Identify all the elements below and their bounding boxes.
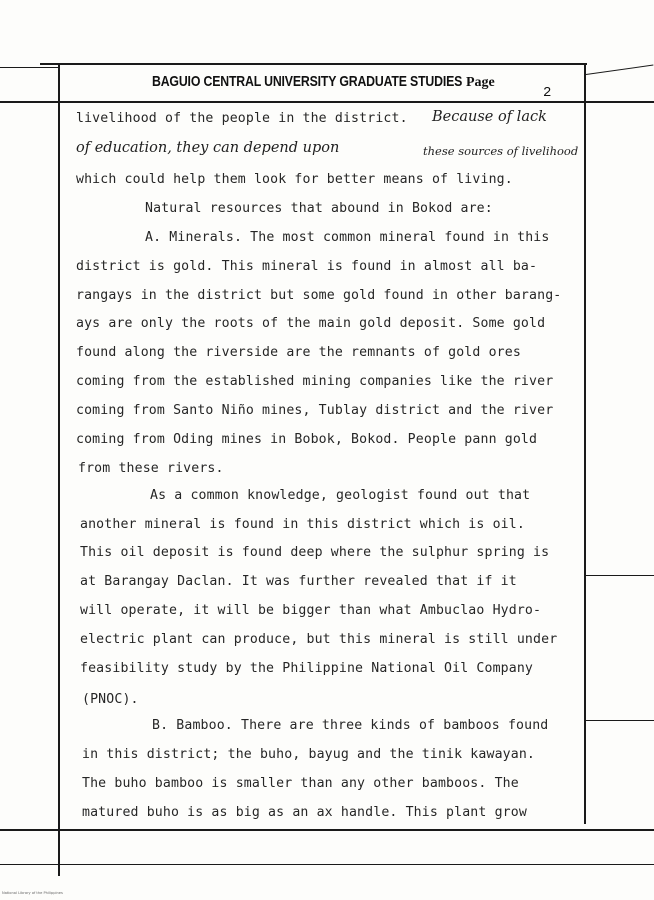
right-tick-mid: [586, 575, 654, 576]
text-line: from these rivers.: [78, 461, 224, 476]
text-line: feasibility study by the Philippine National Oil Company: [80, 661, 534, 676]
left-tick-top: [0, 67, 60, 68]
page-header-title: BAGUIO CENTRAL UNIVERSITY GRADUATE STUDIES: [152, 73, 463, 90]
bottom-rule-2: [0, 864, 654, 865]
text-line: electric plant can produce, but this mineral is still under: [80, 632, 558, 647]
text-line: livelihood of the people in the district.: [76, 111, 408, 126]
right-tick-top: [586, 65, 653, 75]
text-line: A. Minerals. The most common mineral found in this: [145, 230, 550, 245]
text-line: coming from Oding mines in Bobok, Bokod. People pann gold: [76, 432, 538, 447]
handwritten-note: Because of lack: [432, 109, 547, 125]
text-line: district is gold. This mineral is found in almost all ba-: [76, 259, 538, 274]
left-margin-rule: [58, 64, 60, 876]
text-line: (PNOC).: [82, 692, 139, 707]
text-line: matured buho is as big as an ax handle. This plant grow: [82, 805, 527, 820]
header-underline: [0, 101, 654, 103]
text-line: coming from Santo Niño mines, Tublay district and the river: [76, 403, 554, 418]
handwritten-note: of education, they can depend upon: [76, 140, 340, 156]
page-number: 2: [543, 85, 552, 101]
text-line: in this district; the buho, bayug and the tinik kawayan.: [82, 747, 536, 762]
text-line: ays are only the roots of the main gold deposit. Some gold: [76, 316, 546, 331]
text-line: at Barangay Daclan. It was further revealed that if it: [80, 574, 517, 589]
page-label: Page: [466, 75, 495, 90]
right-tick-lower: [586, 720, 654, 721]
text-line: As a common knowledge, geologist found out that: [150, 488, 531, 503]
bottom-rule: [0, 829, 654, 831]
text-line: another mineral is found in this district which is oil.: [80, 517, 525, 532]
text-line: B. Bamboo. There are three kinds of bamboos found: [152, 718, 549, 733]
text-line: rangays in the district but some gold found in other barang-: [76, 288, 562, 303]
text-line: will operate, it will be bigger than what Ambuclao Hydro-: [80, 603, 542, 618]
top-rule: [40, 63, 587, 65]
text-line: This oil deposit is found deep where the sulphur spring is: [80, 545, 550, 560]
handwritten-note: these sources of livelihood: [423, 144, 579, 158]
text-line: which could help them look for better means of living.: [76, 172, 513, 187]
text-line: The buho bamboo is smaller than any other bamboos. The: [82, 776, 519, 791]
text-line: Natural resources that abound in Bokod are:: [145, 201, 493, 216]
text-line: coming from the established mining companies like the river: [76, 374, 554, 389]
right-margin-rule: [584, 64, 586, 824]
text-line: found along the riverside are the remnants of gold ores: [76, 345, 521, 360]
scan-footer-note: National Library of the Philippines: [2, 891, 63, 895]
